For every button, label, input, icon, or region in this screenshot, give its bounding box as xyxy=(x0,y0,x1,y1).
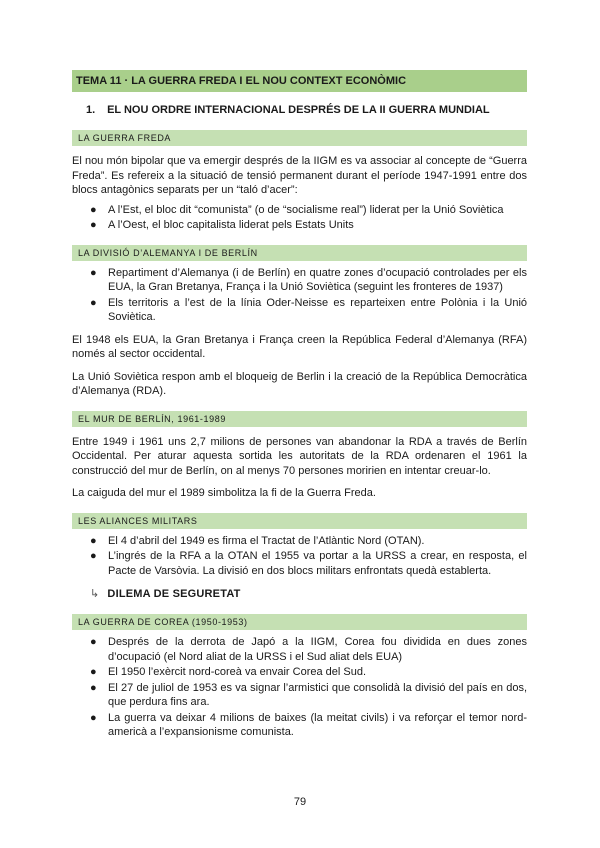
bullet-icon: ● xyxy=(90,636,97,648)
bullet-list xyxy=(72,635,527,740)
subheading-dilema: ↳ DILEMA DE SEGURETAT xyxy=(90,588,241,600)
list-item: ● A l’Oest, el bloc capitalista liderat pels Estats Units xyxy=(90,219,354,231)
list-item: ● A l’Est, el bloc dit “comunista” (o de “socialisme real”) liderat per la Unió Soviètica xyxy=(90,203,504,216)
bullet-icon: ● xyxy=(90,266,97,279)
section-heading-guerra-freda: LA GUERRA FREDA xyxy=(72,130,527,146)
paragraph: La Unió Soviètica respon amb el bloqueig de Berlin i la creació de la República Democràtica d’Alemanya (RDA). xyxy=(72,370,527,397)
bullet-icon: ● xyxy=(90,296,97,309)
list-item: ● L’ingrés de la RFA a la OTAN el 1955 va portar a la URSS a crear, en resposta, el Pacte de Varsòvia. La divisió en dos blocs militars enfrontats quedà establerta. xyxy=(90,550,527,577)
bullet-list xyxy=(72,266,527,325)
bullet-icon: ● xyxy=(90,534,97,547)
list-item: ● Després de la derrota de Japó a la IIGM, Corea fou dividida en dues zones d’ocupació (el Nord aliat de la URSS i el Sud aliat dels EUA) xyxy=(90,636,527,663)
list-item: ● El 4 d’abril del 1949 es firma el Tractat de l’Atlàntic Nord (OTAN). xyxy=(90,534,425,547)
document-page xyxy=(72,70,527,741)
list-item: ● Repartiment d’Alemanya (i de Berlín) en quatre zones d’ocupació controlades per els EUA, la Gran Bretanya, França i la Unió Soviètica (seguint les fronteres de 1937) xyxy=(90,266,527,293)
return-arrow-icon: ↳ xyxy=(90,588,100,600)
paragraph: La caiguda del mur el 1989 simbolitza la fi de la Guerra Freda. xyxy=(72,487,376,499)
bullet-icon: ● xyxy=(90,681,97,694)
bullet-icon: ● xyxy=(90,666,97,678)
chapter-number: 1. xyxy=(86,104,96,116)
bullet-icon: ● xyxy=(90,711,97,724)
paragraph: El 1948 els EUA, la Gran Bretanya i França creen la República Federal d’Alemanya (RFA) només al sector occidental. xyxy=(72,333,527,360)
bullet-list xyxy=(72,534,527,579)
paragraph: El nou món bipolar que va emergir després de la IIGM es va associar al concepte de “Guerra Freda”. Es refereix a la situació de tensió permanent durant el període 1947-1991 entre dos blocs antagònics separats per un “taló d’acer”: xyxy=(72,155,527,196)
section-heading-corea: LA GUERRA DE COREA (1950-1953) xyxy=(72,614,527,630)
theme-title: TEMA 11 · LA GUERRA FREDA I EL NOU CONTEXT ECONÒMIC xyxy=(72,70,527,92)
list-item: ● El 1950 l’exèrcit nord-coreà va envair Corea del Sud. xyxy=(90,666,367,678)
list-item: ● Els territoris a l’est de la línia Oder-Neisse es reparteixen entre Polònia i la Unió Soviètica. xyxy=(90,296,527,323)
list-item: ● La guerra va deixar 4 milions de baixes (la meitat civils) i va reforçar el temor nord-americà a l’expansionisme comunista. xyxy=(90,711,527,738)
chapter-title: EL NOU ORDRE INTERNACIONAL DESPRÉS DE LA II GUERRA MUNDIAL xyxy=(107,104,490,116)
section-heading-divisio: LA DIVISIÓ D’ALEMANYA I DE BERLÍN xyxy=(72,245,527,261)
bullet-list xyxy=(72,203,527,233)
chapter-heading xyxy=(86,102,527,118)
section-heading-mur: EL MUR DE BERLÍN, 1961-1989 xyxy=(72,411,527,427)
paragraph: Entre 1949 i 1961 uns 2,7 milions de persones van abandonar la RDA a través de Berlín Occidental. Per aturar aquesta sortida les autoritats de la RDA ordenaren el 1961 la construcció del mur de Berlín, on al menys 70 persones moririen en intentar creuar-lo. xyxy=(72,435,527,477)
bullet-icon: ● xyxy=(90,219,97,231)
list-item: ● El 27 de juliol de 1953 es va signar l’armistici que consolidà la divisió del país en dos, que perdura fins ara. xyxy=(90,681,527,708)
section-heading-aliances: LES ALIANCES MILITARS xyxy=(72,513,527,529)
bullet-icon: ● xyxy=(90,203,97,216)
page-number: 79 xyxy=(293,796,307,808)
bullet-icon: ● xyxy=(90,550,97,562)
